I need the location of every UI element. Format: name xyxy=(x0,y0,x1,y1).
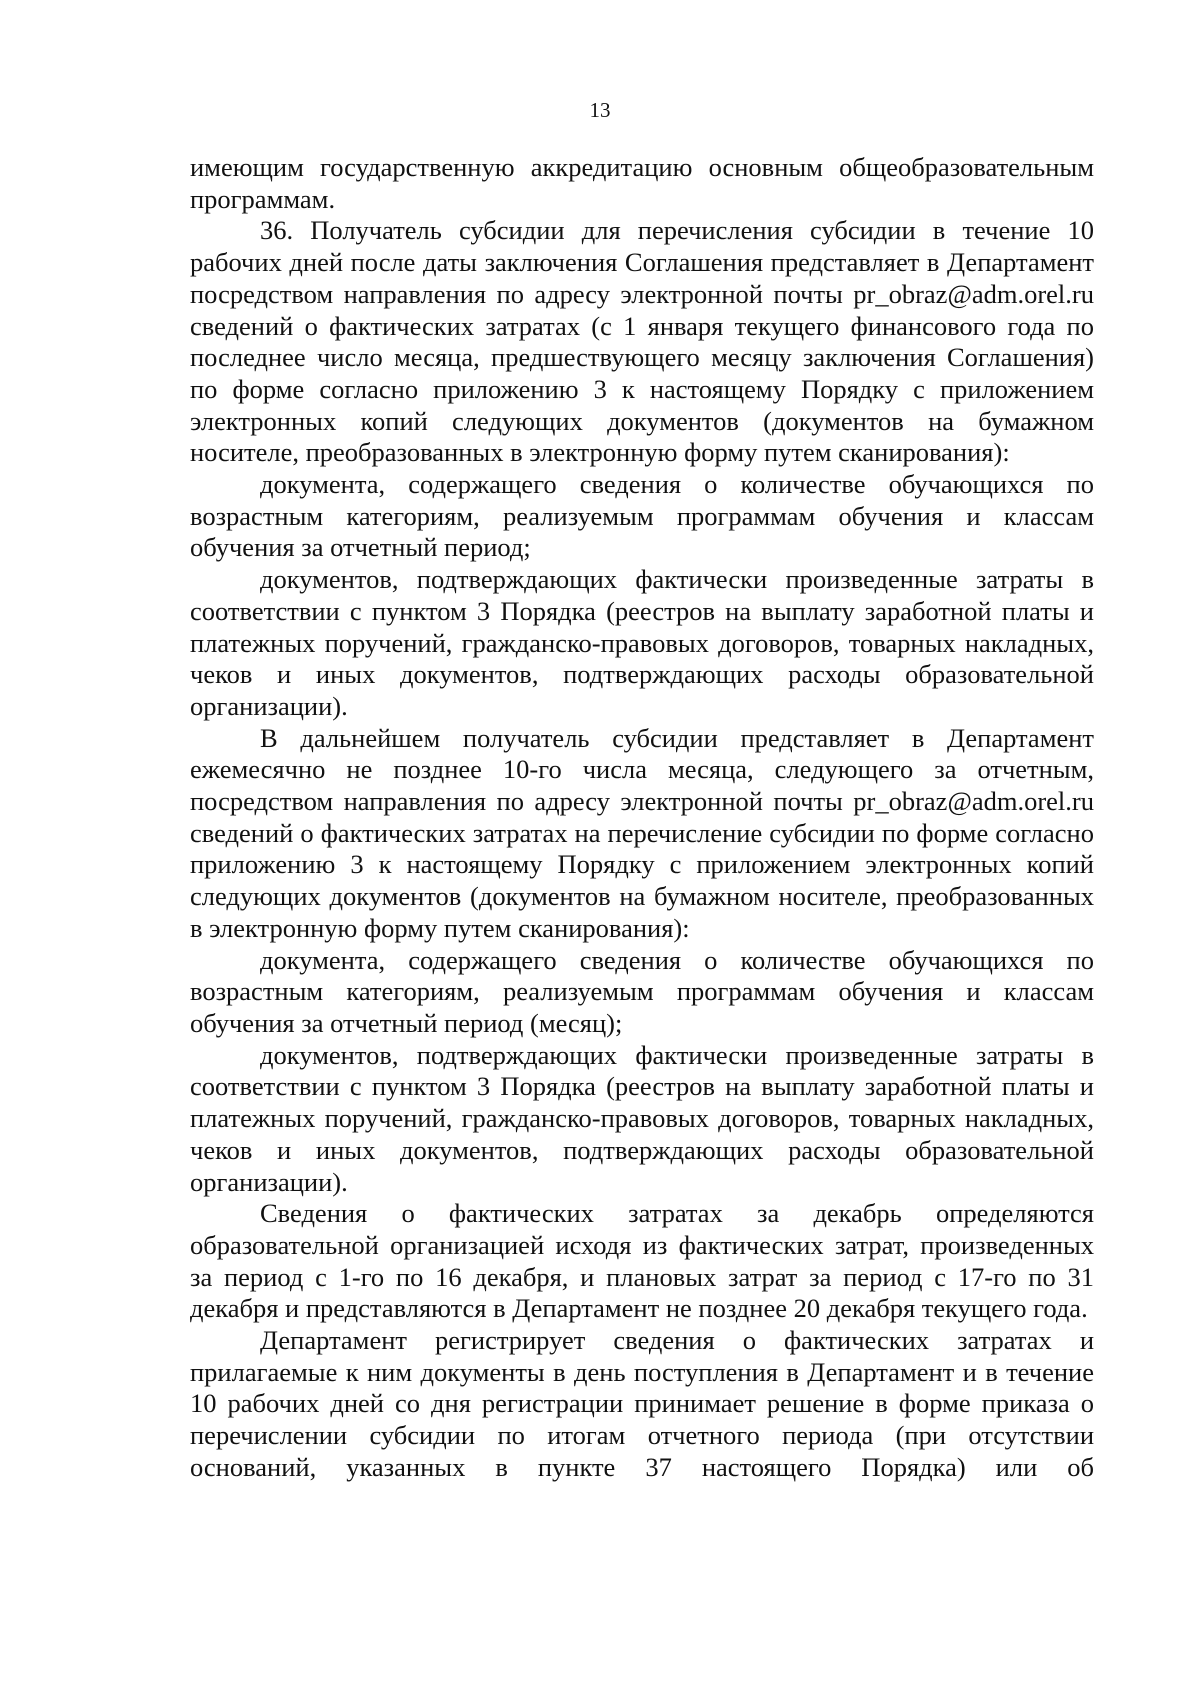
page-number: 13 xyxy=(589,98,611,122)
paragraph-documents-costs-monthly: документов, подтверждающих фактически произведенные затраты в соответствии с пунктом 3 Порядка (реестров на выплату заработной платы и платежных поручений, гражданско-правовых договоров, товарных накладных, чеков и иных документов, подтверждающих расходы образовательной организации). xyxy=(190,1039,1094,1197)
document-body xyxy=(190,152,1094,1484)
paragraph-department-registration: Департамент регистрирует сведения о фактических затратах и прилагаемые к ним документы в день поступления в Департамент и в течение 10 рабочих дней со дня регистрации принимает решение в форме приказа о перечислении субсидии по итогам отчетного периода (при отсутствии оснований, указанных в пункте 37 настоящего Порядка) или об xyxy=(190,1325,1094,1482)
paragraph-december-costs: Сведения о фактических затратах за декабрь определяются образовательной организацией исходя из фактических затрат, произведенных за период с 1-го по 16 декабря, и плановых затрат за период с 17-го по 31 декабря и представляются в Департамент не позднее 20 декабря текущего года. xyxy=(190,1198,1094,1324)
paragraph-documents-costs-initial: документов, подтверждающих фактически произведенные затраты в соответствии с пунктом 3 Порядка (реестров на выплату заработной платы и платежных поручений, гражданско-правовых договоров, товарных накладных, чеков и иных документов, подтверждающих расходы образовательной организации). xyxy=(190,564,1094,721)
paragraph-monthly-submission: В дальнейшем получатель субсидии представляет в Департамент ежемесячно не позднее 10-го числа месяца, следующего за отчетным, посредством направления по адресу электронной почты pr_obraz@adm.orel.ru сведений о фактических затратах на перечисление субсидии по форме согласно приложению 3 к настоящему Порядку с приложением электронных копий следующих документов (документов на бумажном носителе, преобразованных в электронную форму путем сканирования): xyxy=(190,722,1094,943)
paragraph-document-students-initial: документа, содержащего сведения о количестве обучающихся по возрастным категориям, реализуемым программам обучения и классам обучения за отчетный период; xyxy=(190,469,1094,563)
paragraph-document-students-monthly: документа, содержащего сведения о количестве обучающихся по возрастным категориям, реализуемым программам обучения и классам обучения за отчетный период (месяц); xyxy=(190,944,1094,1038)
paragraph-item-36: 36. Получатель субсидии для перечисления субсидии в течение 10 рабочих дней после даты заключения Соглашения представляет в Департамент посредством направления по адресу электронной почты pr_obraz@adm.orel.ru сведений о фактических затратах (с 1 января текущего финансового года по последнее число месяца, предшествующего месяцу заключения Соглашения) по форме согласно приложению 3 к настоящему Порядку с приложением электронных копий следующих документов (документов на бумажном носителе, преобразованных в электронную форму путем сканирования): xyxy=(190,215,1094,468)
paragraph-continuation: имеющим государственную аккредитацию основным общеобразовательным программам. xyxy=(190,152,1094,214)
